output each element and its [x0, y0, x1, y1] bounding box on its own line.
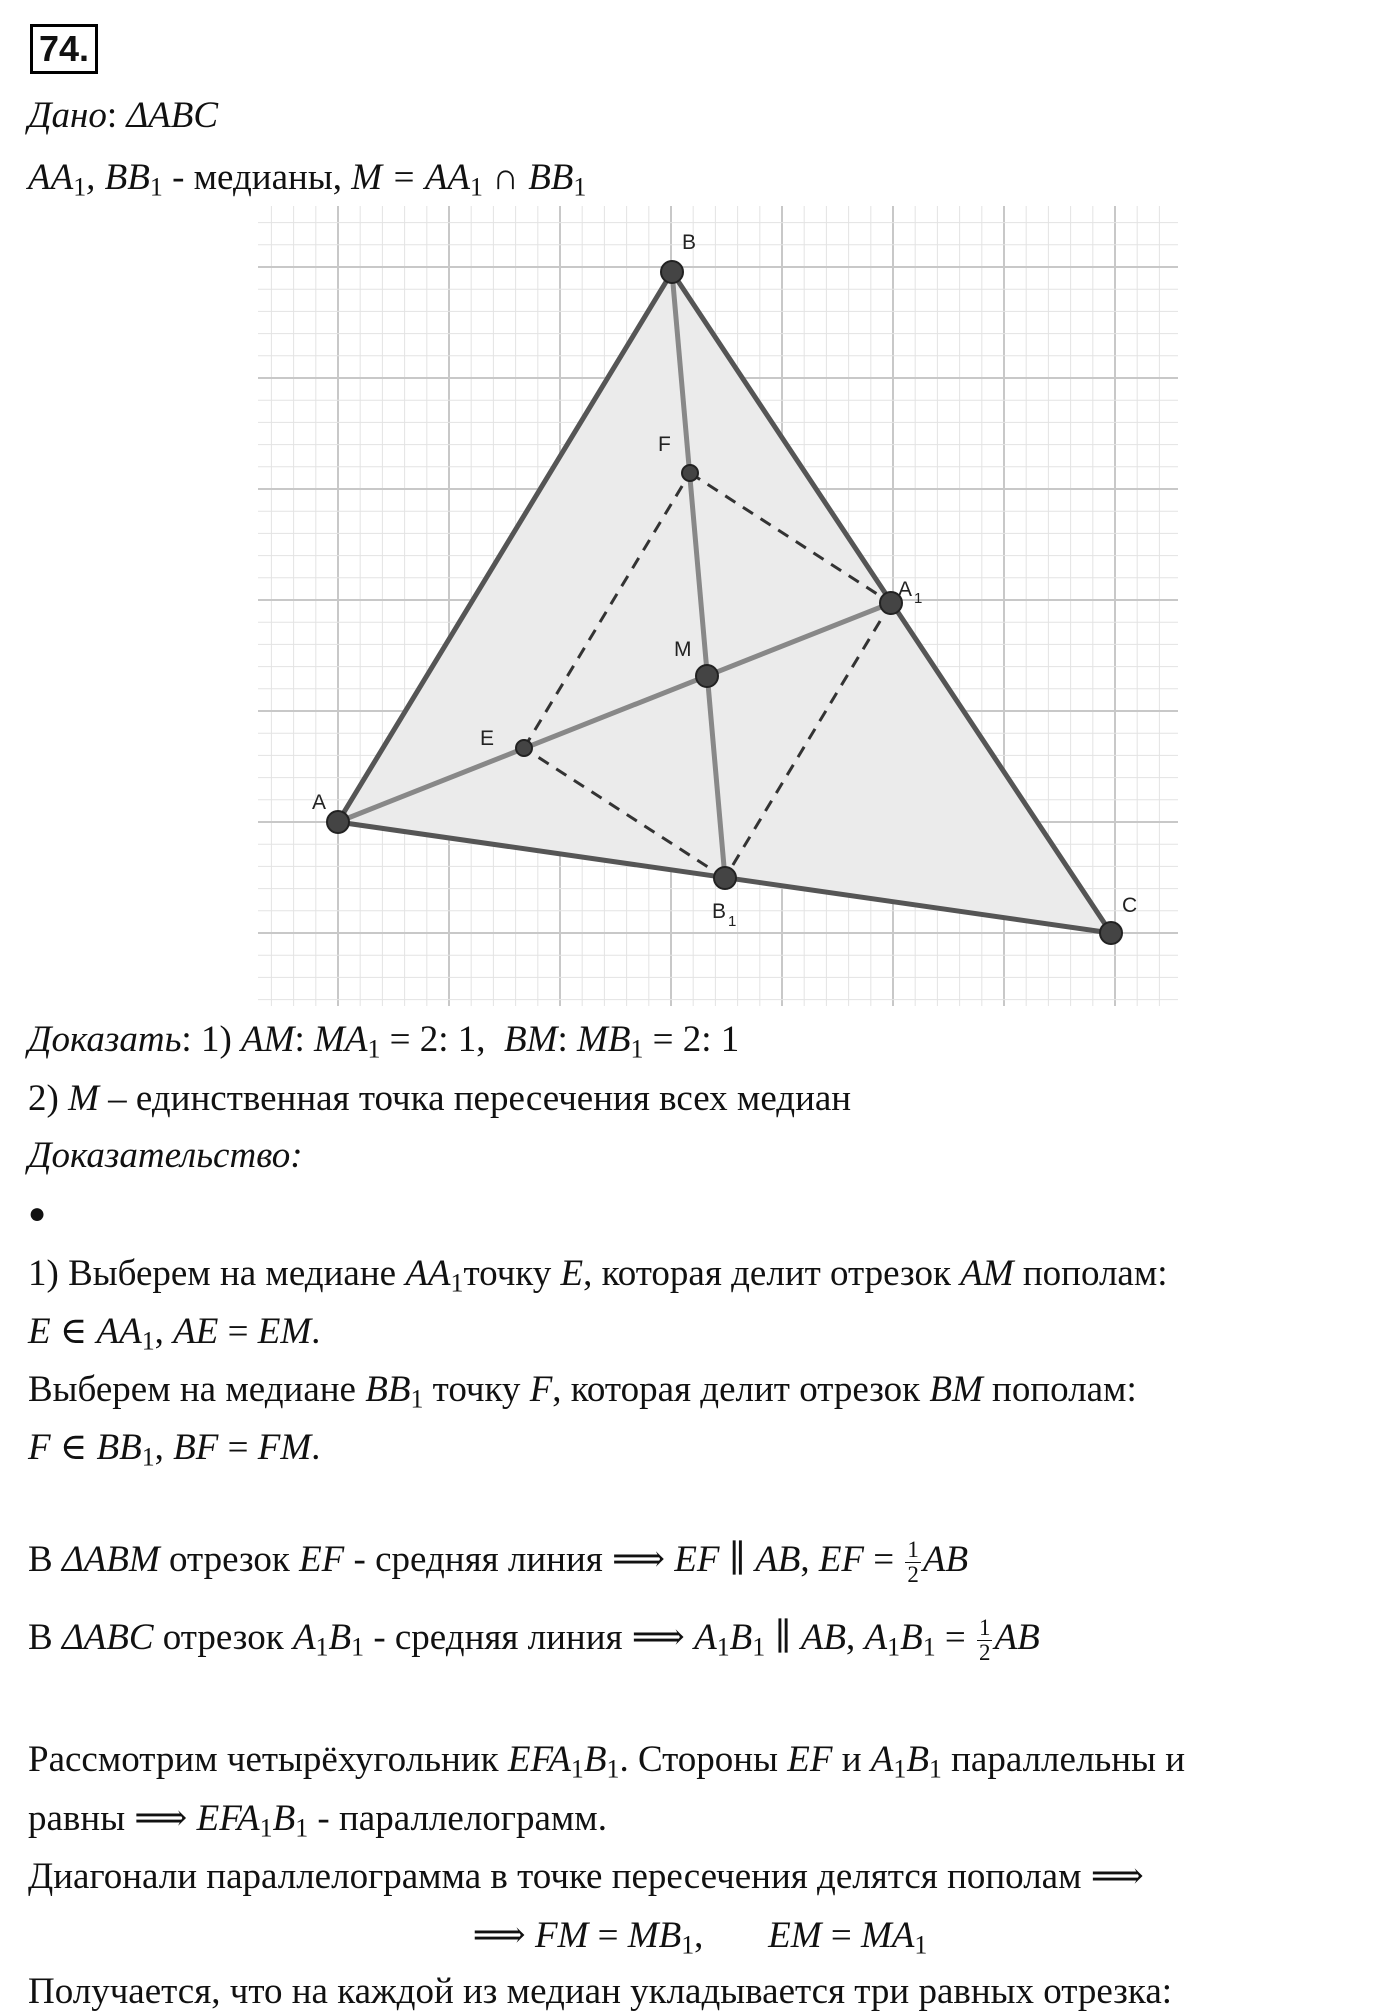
step1-line: 1) Выберем на медиане $AA_1точку$ E, которая делит отрезок AM пополам: — [28, 1253, 1168, 1298]
bullet: ● — [28, 1197, 47, 1230]
step2-line: Выберем на медиане $BB_1$ точку F, которая делит отрезок BM пополам: — [28, 1369, 1137, 1414]
point-b1 — [714, 867, 736, 889]
prove-line-2: 2) M – единственная точка пересечения всех медиан — [28, 1078, 852, 1119]
diagonals-line: Диагонали параллелограмма в точке пересечения делятся пополам ⟹ — [28, 1856, 1144, 1897]
diagonals-result: ⟹ FM = $MB_1$, EM = $MA_1$ — [472, 1915, 928, 1960]
triangle-abc — [338, 272, 1111, 933]
point-f — [682, 465, 698, 481]
prove-line-1: Доказать: 1) AM: $MA_1 = 2$: 1, BM: $MB_1 = 2$: 1 — [28, 1019, 740, 1064]
label-e: E — [480, 727, 495, 750]
result-line: Получается, что на каждой из медиан укладывается три равных отрезка: — [28, 1971, 1173, 2012]
label-b1: B — [712, 900, 727, 923]
proof-label: Доказательство: — [28, 1135, 303, 1176]
label-a: A — [312, 791, 327, 814]
label-c: C — [1122, 894, 1138, 917]
medians-line: $AA_1$, $BB_1$ - медианы, $M = AA_1$ ∩ $BB_1$ — [28, 157, 587, 202]
problem-number: 74. — [30, 24, 98, 74]
quad-line-1: Рассмотрим четырёхугольник $EFA_1B_1$. Стороны EF и $A_1B_1$ параллельны и — [28, 1739, 1185, 1784]
midline-1: В ΔABM отрезок EF - средняя линия ⟹ EF ∥ AB, EF = $\frac{1}{2}$ AB — [28, 1536, 969, 1588]
label-f: F — [658, 433, 671, 456]
given-label: Дано — [28, 95, 107, 136]
label-a1: A — [898, 578, 913, 601]
point-b — [661, 261, 683, 283]
quad-line-2: равны ⟹ $EFA_1B_1$ - параллелограмм. — [28, 1798, 607, 1843]
given-line: Дано: ΔABC — [28, 95, 219, 136]
triangle-figure — [258, 206, 1178, 1006]
given-triangle: ΔABC — [126, 95, 219, 136]
point-a — [327, 811, 349, 833]
step2-formula: F ∈ $BB_1$, BF = FM. — [28, 1427, 321, 1472]
label-b: B — [682, 231, 697, 254]
point-c — [1100, 922, 1122, 944]
midline-2: В ΔABC отрезок $A_1B_1$ - средняя линия ⟹ $A_1B_1$ ∥ AB, $A_1B_1$ = $\frac{1}{2}$ AB — [28, 1614, 1040, 1666]
step1-formula: E ∈ $AA_1$, AE = EM. — [28, 1311, 321, 1356]
label-m: M — [674, 638, 692, 661]
point-e — [516, 740, 532, 756]
medians-text: - медианы, — [162, 157, 352, 198]
prove-label: Доказать — [28, 1019, 182, 1060]
point-m — [696, 665, 718, 687]
label-a1-sub: 1 — [914, 590, 923, 607]
label-b1-sub: 1 — [728, 913, 737, 930]
